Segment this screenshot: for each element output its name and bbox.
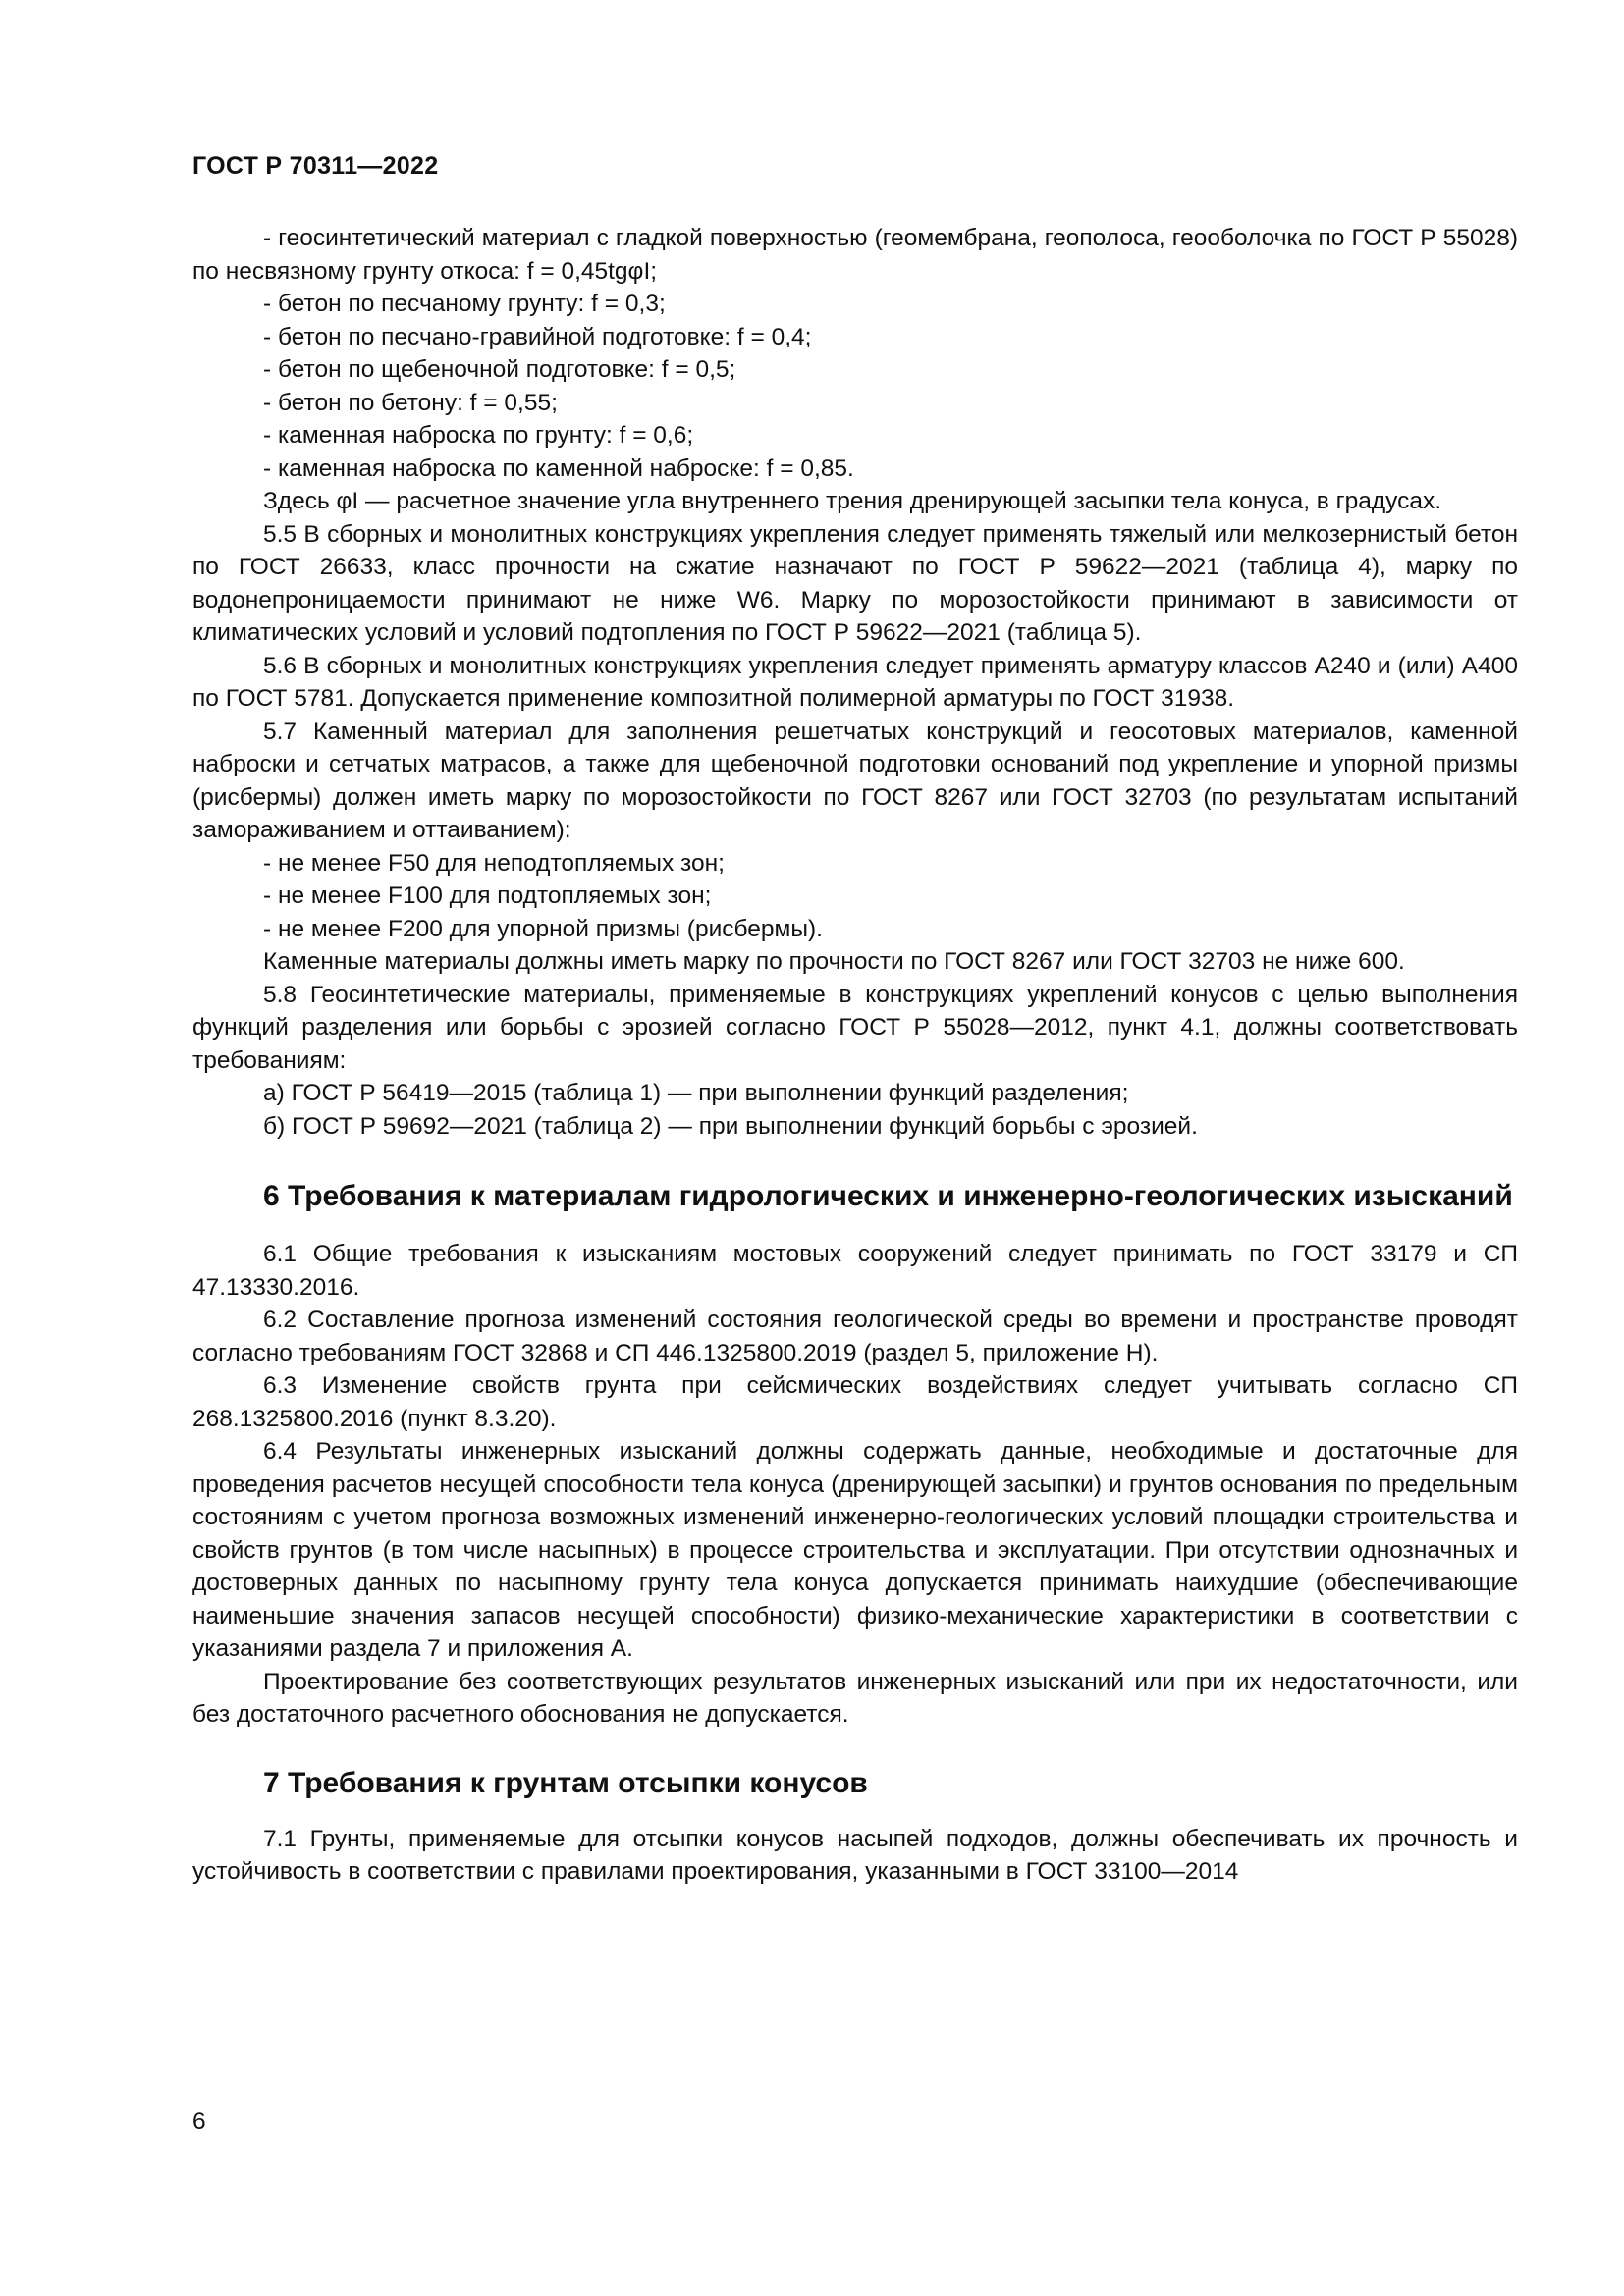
list-item: - каменная наброска по каменной наброске: f = 0,85. <box>263 454 854 482</box>
clause-6-3: 6.3 Изменение свойств грунта при сейсмических воздействиях следует учитывать согласно СП 268.1325800.2016 (пункт 8.3.20). <box>192 1372 1518 1432</box>
list-item: - бетон по щебеночной подготовке: f = 0,5; <box>263 356 736 383</box>
clause-6-1: 6.1 Общие требования к изысканиям мостовых сооружений следует принимать по ГОСТ 33179 и СП 47.13330.2016. <box>192 1241 1518 1301</box>
page-number: 6 <box>192 2109 206 2135</box>
list-item: - бетон по песчано-гравийной подготовке: f = 0,4; <box>263 323 812 350</box>
paragraph: Каменные материалы должны иметь марку по прочности по ГОСТ 8267 или ГОСТ 32703 не ниже 600. <box>263 948 1405 975</box>
list-item: - не менее F100 для подтопляемых зон; <box>263 882 712 909</box>
list-item: а) ГОСТ Р 56419—2015 (таблица 1) — при выполнении функций разделения; <box>263 1080 1129 1106</box>
list-item: - геосинтетический материал с гладкой поверхностью (геомембрана, геополоса, геооболочка по ГОСТ Р 55028) по несвязному грунту откоса: f = 0,45tgφI; <box>192 225 1518 285</box>
clause-6-4: 6.4 Результаты инженерных изысканий должны содержать данные, необходимые и достаточные для проведения расчетов несущей способности тела конуса (дренирующей засыпки) и грунтов основания по предельным состояниям с учетом прогноза возможных изменений инженерно-геологических условий площадки строительства и свойств грунтов (в том числе насыпных) в процессе строительства и эксплуатации. При отсутствии однозначных и достоверных данных по насыпному грунту тела конуса допускается принимать наихудшие (обеспечивающие наименьшие значения запасов несущей способности) физико-механические характеристики в соответствии с указаниями раздела 7 и приложения А. <box>192 1438 1518 1662</box>
list-item: - бетон по песчаному грунту: f = 0,3; <box>263 291 666 317</box>
list-item: б) ГОСТ Р 59692—2021 (таблица 2) — при выполнении функций борьбы с эрозией. <box>263 1112 1198 1140</box>
clause-5-8: 5.8 Геосинтетические материалы, применяемые в конструкциях укреплений конусов с целью выполнения функций разделения или борьбы с эрозией согласно ГОСТ Р 55028—2012, пункт 4.1, должны соответствовать требованиям: <box>192 981 1518 1074</box>
section-6-heading: 6 Требования к материалам гидрологических и инженерно-геологических изысканий <box>263 1180 1513 1212</box>
list-item: - каменная наброска по грунту: f = 0,6; <box>263 422 694 449</box>
section-7-heading: 7 Требования к грунтам отсыпки конусов <box>263 1766 868 1799</box>
clause-5-7: 5.7 Каменный материал для заполнения решетчатых конструкций и геосотовых материалов, каменной наброски и сетчатых матрасов, а также для щебеночной подготовки оснований под укрепление и упорной призмы (рисбермы) должен иметь марку по морозостойкости по ГОСТ 8267 или ГОСТ 32703 (по результатам испытаний замораживанием и оттаиванием): <box>192 718 1518 843</box>
clause-6-2: 6.2 Составление прогноза изменений состояния геологической среды во времени и пространстве проводят согласно требованиям ГОСТ 32868 и СП 446.1325800.2019 (раздел 5, приложение Н). <box>192 1307 1518 1366</box>
clause-7-1: 7.1 Грунты, применяемые для отсыпки конусов насыпей подходов, должны обеспечивать их прочность и устойчивость в соответствии с правилами проектирования, указанными в ГОСТ 33100—2014 <box>192 1825 1518 1885</box>
list-item: - не менее F200 для упорной призмы (рисбермы). <box>263 915 823 942</box>
document-header: ГОСТ Р 70311—2022 <box>192 152 439 180</box>
paragraph: Проектирование без соответствующих результатов инженерных изысканий или при их недостаточности, или без достаточного расчетного обоснования не допускается. <box>192 1668 1518 1728</box>
list-item: - не менее F50 для неподтопляемых зон; <box>263 849 725 877</box>
paragraph: Здесь φI — расчетное значение угла внутреннего трения дренирующей засыпки тела конуса, в градусах. <box>263 488 1442 514</box>
clause-5-6: 5.6 В сборных и монолитных конструкциях укрепления следует применять арматуру классов А240 и (или) А400 по ГОСТ 5781. Допускается применение композитной полимерной арматуры по ГОСТ 31938. <box>192 652 1518 712</box>
list-item: - бетон по бетону: f = 0,55; <box>263 389 558 416</box>
clause-5-5: 5.5 В сборных и монолитных конструкциях укрепления следует применять тяжелый или мелкозернистый бетон по ГОСТ 26633, класс прочности на сжатие назначают по ГОСТ Р 59622—2021 (таблица 4), марку по водонепроницаемости принимают не ниже W6. Марку по морозостойкости принимают в зависимости от климатических условий и условий подтопления по ГОСТ Р 59622—2021 (таблица 5). <box>192 520 1518 646</box>
document-body <box>192 222 1518 1889</box>
